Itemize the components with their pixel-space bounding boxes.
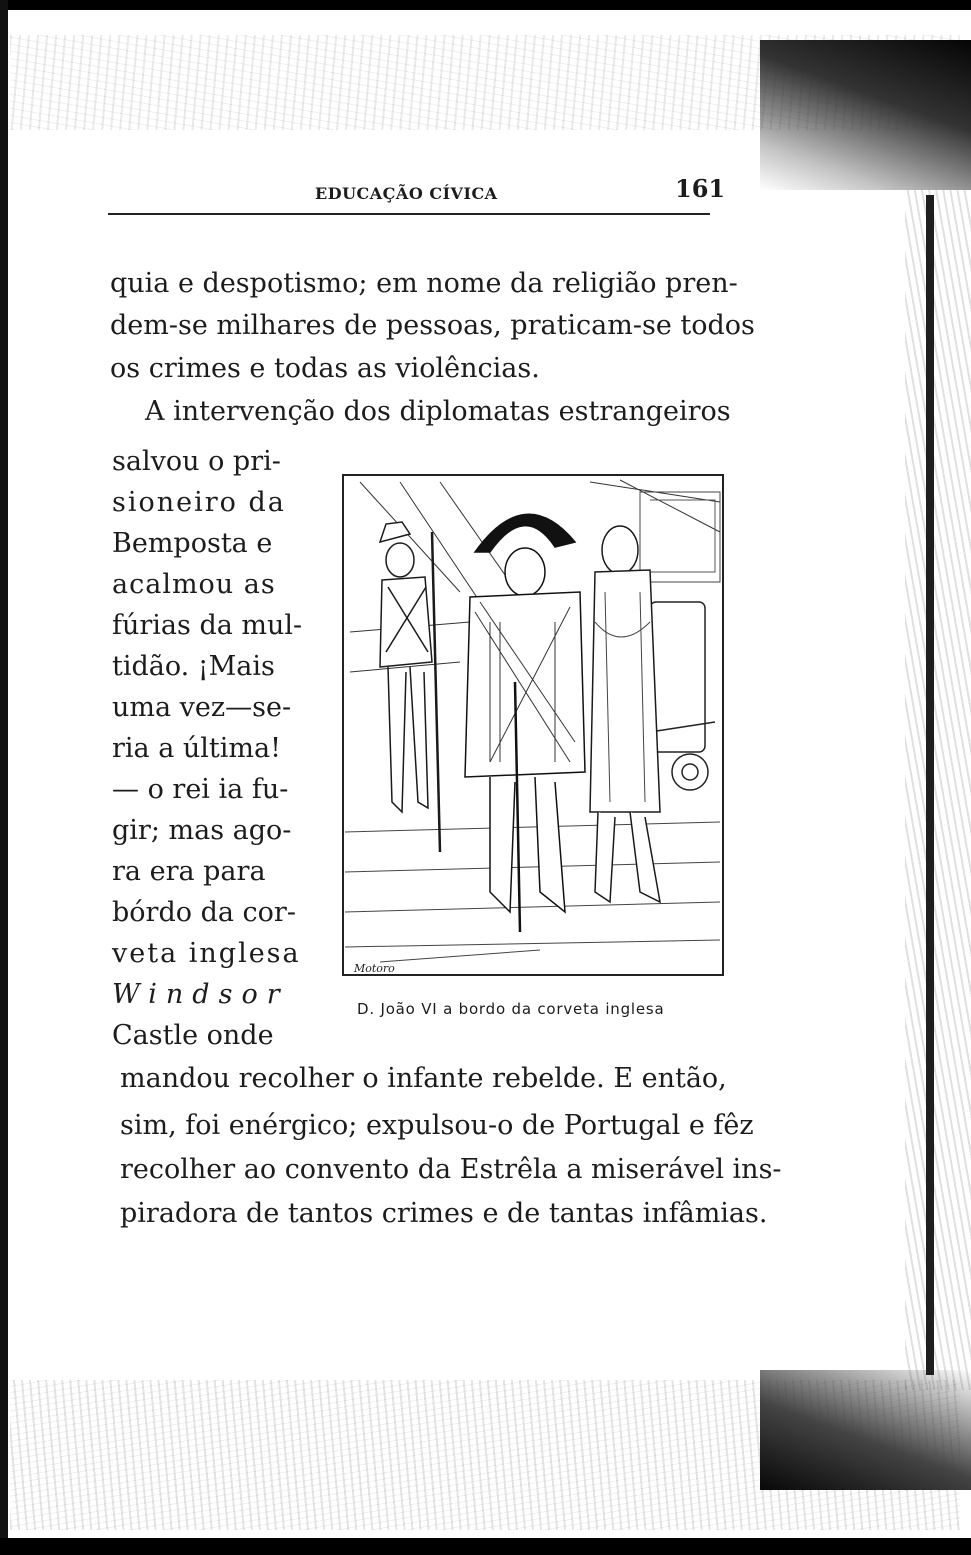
- scan-border-bottom: [0, 1538, 971, 1555]
- body-line-narrow: salvou o pri-: [112, 446, 281, 477]
- figure-caption: D. João VI a bordo da corveta inglesa: [357, 1000, 665, 1018]
- running-head-title: EDUCAÇÃO CÍVICA: [315, 184, 498, 203]
- body-line-narrow: gir; mas ago-: [112, 815, 292, 846]
- body-line-narrow: — o rei ia fu-: [112, 774, 289, 805]
- scan-shadow-bottom-right: [760, 1370, 971, 1490]
- body-line: sim, foi enérgico; expulsou-o de Portugal e fêz: [120, 1110, 754, 1141]
- body-line-narrow-italic: Windsor: [112, 979, 289, 1010]
- body-line-narrow: ria a última!: [112, 733, 281, 764]
- body-line-narrow: sioneiro da: [112, 487, 286, 518]
- scan-border-left: [0, 0, 8, 1555]
- body-line: dem-se milhares de pessoas, praticam-se todos: [110, 310, 755, 341]
- body-line-narrow: Bemposta e: [112, 528, 273, 559]
- body-line-narrow: bórdo da cor-: [112, 897, 296, 928]
- engraving-illustration: [340, 472, 726, 990]
- artist-signature: Motoro: [354, 962, 395, 975]
- header-rule: [108, 213, 710, 215]
- body-line-narrow: tidão. ¡Mais: [112, 651, 275, 682]
- body-line-narrow: fúrias da mul-: [112, 610, 303, 641]
- body-line-narrow: acalmou as: [112, 569, 276, 600]
- body-line: mandou recolher o infante rebelde. E então,: [120, 1063, 727, 1094]
- body-line: A intervenção dos diplomatas estrangeiros: [145, 396, 731, 427]
- scan-noise-right: [905, 190, 971, 1390]
- body-line: recolher ao convento da Estrêla a miserável ins-: [120, 1154, 782, 1185]
- scan-binding-shadow: [926, 195, 934, 1375]
- body-line-narrow: veta inglesa: [112, 938, 301, 969]
- body-line-narrow: Castle onde: [112, 1020, 274, 1051]
- body-line: os crimes e todas as violências.: [110, 353, 540, 384]
- body-line: piradora de tantos crimes e de tantas infâmias.: [120, 1198, 768, 1229]
- body-line-narrow: uma vez—se-: [112, 692, 292, 723]
- body-line: quia e despotismo; em nome da religião pren-: [110, 268, 738, 299]
- page-number: 161: [675, 174, 726, 203]
- scan-shadow-top-right: [760, 40, 971, 190]
- engraving-illustration-icon: [340, 472, 726, 990]
- scan-border-top: [0, 0, 971, 10]
- running-head: [110, 170, 726, 210]
- body-line-narrow: ra era para: [112, 856, 266, 887]
